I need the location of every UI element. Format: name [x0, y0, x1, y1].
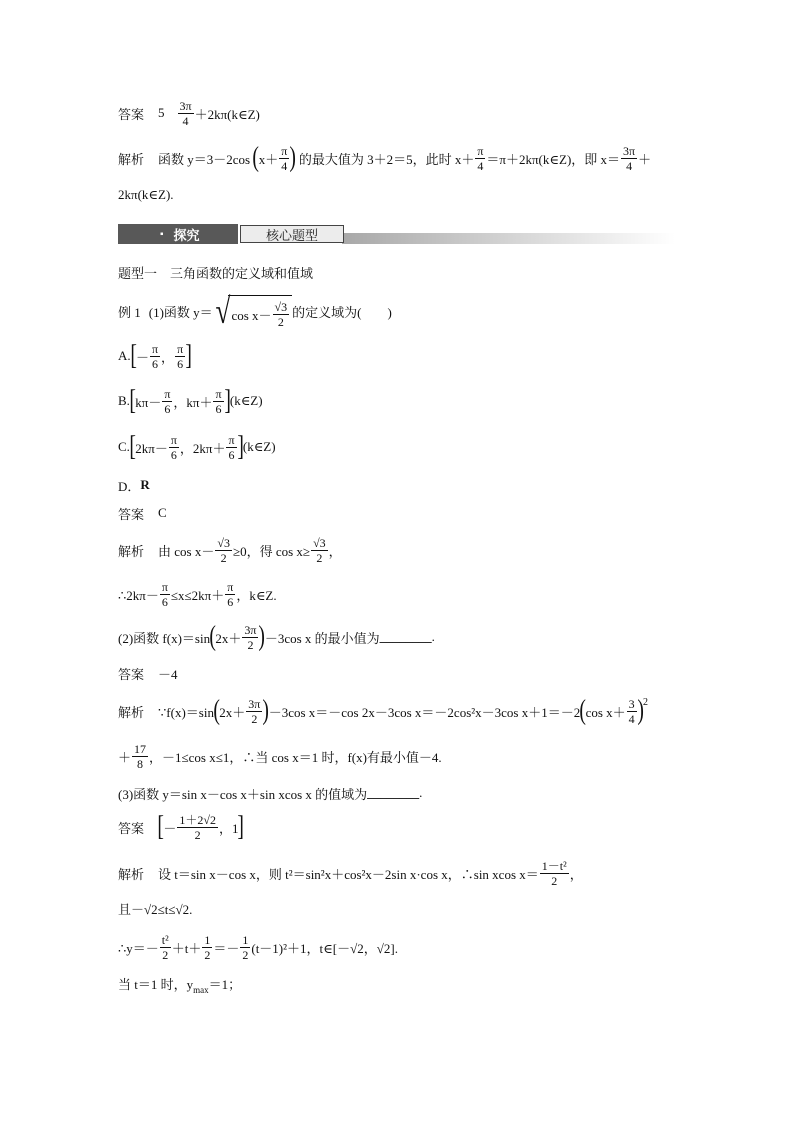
- answer-line: [118, 495, 167, 531]
- analysis-label: 解析: [118, 866, 145, 882]
- option-value: R: [140, 477, 150, 492]
- left-paren: (: [252, 142, 260, 173]
- math-text: 由 cos x－: [158, 543, 215, 559]
- question-line: [118, 775, 422, 811]
- option-letter: D．: [118, 478, 141, 494]
- math-text: (3)函数 y＝sin x－cos x＋sin xcos x 的值域为: [118, 786, 368, 802]
- fraction: [132, 742, 148, 771]
- math-text: －3cos x 的最小值为: [264, 630, 380, 646]
- math-text: －: [135, 349, 149, 365]
- fraction-numerator: 3: [628, 696, 635, 711]
- option-letter: A.: [118, 348, 131, 363]
- fraction-numerator: 1: [204, 932, 211, 947]
- math-text: ∵f(x)＝sin: [158, 704, 214, 720]
- math-text: 2kπ(k∈Z).: [118, 187, 174, 202]
- fraction-numerator: π: [177, 341, 184, 356]
- answer-label: 答案: [118, 506, 145, 522]
- section-title: 核心题型: [240, 225, 344, 243]
- fraction-numerator: 3π: [179, 98, 192, 113]
- left-bracket: [: [157, 811, 164, 842]
- fraction: [162, 387, 172, 416]
- answer-line: [118, 655, 178, 691]
- right-paren: ): [637, 695, 644, 726]
- fraction: [242, 623, 258, 652]
- section-header: [118, 224, 675, 244]
- math-text: 且－√2≤t≤√2.: [118, 901, 193, 917]
- fraction-numerator: 3π: [244, 622, 257, 637]
- math-text: ≤x≤2kπ＋: [170, 587, 225, 603]
- math-text: .: [431, 629, 435, 644]
- right-bracket: ]: [236, 431, 244, 462]
- math-text: －3cos x＝－cos 2x－3cos x＝－2cos²x－3cos x＋1＝－2: [268, 704, 581, 720]
- example-question-line: [118, 289, 392, 333]
- radical-sign: √: [215, 291, 230, 331]
- analysis-line-continued: [118, 890, 192, 926]
- math-text: 函数 y＝3－2cos: [158, 151, 254, 167]
- fraction-numerator: π: [215, 386, 222, 401]
- fraction-denominator: 2: [316, 550, 323, 565]
- math-text: (1)函数 y＝: [148, 304, 213, 320]
- left-bracket: [: [129, 385, 136, 416]
- fraction-denominator: 6: [227, 594, 234, 609]
- option-c: [118, 429, 276, 465]
- answer-label: 答案: [118, 820, 145, 836]
- analysis-line-continued: [118, 177, 174, 213]
- left-paren: (: [579, 695, 587, 726]
- math-text: (k∈Z): [242, 439, 276, 454]
- option-b: [118, 383, 263, 419]
- fraction: [226, 433, 236, 462]
- answer-blank: ________: [367, 785, 420, 800]
- fraction: [160, 580, 170, 609]
- fraction-denominator: 2: [247, 637, 254, 652]
- math-text: ＋: [638, 151, 652, 167]
- fraction: [621, 144, 637, 173]
- conclusion-line: [118, 576, 277, 612]
- fraction-denominator: 2: [194, 827, 201, 842]
- math-text: ，kπ＋: [173, 394, 213, 410]
- fraction: [475, 144, 485, 173]
- fraction-denominator: 2: [220, 550, 227, 565]
- analysis-label: 解析: [118, 543, 145, 559]
- fraction-denominator: 4: [477, 158, 484, 173]
- math-text: ，: [569, 866, 583, 882]
- answer-label: 答案: [118, 666, 145, 682]
- math-text: ＋2kπ(k∈Z): [194, 106, 260, 122]
- math-text: ∴y＝－: [118, 940, 159, 956]
- fraction-denominator: 6: [170, 447, 177, 462]
- math-text: cos x＋: [585, 704, 626, 720]
- fraction: [225, 580, 235, 609]
- fraction: [279, 144, 289, 173]
- square-root: [213, 293, 292, 329]
- fraction-numerator: π: [161, 579, 168, 594]
- topic-title: [118, 254, 313, 290]
- fraction-denominator: 6: [164, 401, 171, 416]
- fraction-numerator: 3π: [623, 143, 636, 158]
- answer-value: －4: [158, 666, 178, 682]
- math-text: ，: [161, 349, 175, 365]
- math-text: (2)函数 f(x)＝sin: [118, 630, 211, 646]
- right-bracket: ]: [223, 385, 231, 416]
- answer-value: C: [158, 505, 167, 520]
- math-text: ，k∈Z.: [236, 587, 277, 603]
- fraction: [177, 813, 218, 842]
- math-text: ，2kπ＋: [179, 440, 226, 456]
- analysis-line-continued: [118, 738, 442, 774]
- fraction: [202, 933, 212, 962]
- fraction-denominator: 6: [177, 356, 184, 371]
- question-line: [118, 619, 435, 655]
- math-text: ≥0，得 cos x≥: [232, 543, 311, 559]
- subscript: max: [193, 985, 209, 995]
- fraction: [150, 342, 160, 371]
- fraction-denominator: 2: [251, 711, 258, 726]
- topic-title-text: 题型一 三角函数的定义域和值域: [118, 265, 314, 281]
- answer-blank: ________: [379, 629, 432, 644]
- fraction-denominator: 6: [228, 447, 235, 462]
- math-text: 的定义域为( ): [292, 304, 392, 320]
- analysis-line: [118, 693, 648, 729]
- section-tag: [118, 224, 238, 244]
- fraction-denominator: 4: [281, 158, 288, 173]
- math-text: ＝1；: [208, 976, 242, 992]
- math-text: 设 t＝sin x－cos x，则 t²＝sin²x＋cos²x－2sin x·cos x，∴sin xcos x＝: [158, 866, 539, 882]
- right-paren: ): [262, 695, 270, 726]
- option-letter: C.: [118, 439, 130, 454]
- fraction-numerator: 17: [134, 741, 147, 756]
- math-text: ＋t＋: [171, 940, 202, 956]
- math-text: 当 t＝1 时，y: [118, 976, 194, 992]
- fraction-numerator: π: [227, 579, 234, 594]
- fraction-denominator: 2: [242, 947, 249, 962]
- section-tag-label: 探究: [173, 227, 200, 243]
- fraction-numerator: π: [151, 341, 159, 356]
- fraction-numerator: 1－t²: [541, 858, 567, 873]
- math-text: cos x－: [231, 307, 272, 323]
- left-paren: (: [213, 695, 220, 726]
- fraction-numerator: 3π: [248, 696, 261, 711]
- fraction-denominator: 4: [182, 113, 189, 128]
- fraction: [540, 859, 569, 888]
- fraction: [311, 536, 328, 565]
- fraction-numerator: √3: [217, 535, 230, 550]
- fraction: [240, 933, 250, 962]
- example-label: 例 1: [118, 304, 141, 320]
- analysis-line: [118, 140, 651, 176]
- analysis-line-continued: [118, 965, 241, 1001]
- math-text: kπ－: [135, 394, 162, 410]
- fraction: [246, 697, 262, 726]
- math-text: ∴2kπ－: [118, 587, 159, 603]
- math-text: 2x＋: [219, 704, 246, 720]
- fraction: [169, 433, 179, 462]
- math-text: ＋: [118, 749, 132, 765]
- math-text: ＝π＋2kπ(k∈Z)，即 x＝: [486, 151, 621, 167]
- analysis-label: 解析: [118, 151, 145, 167]
- fraction-numerator: π: [477, 143, 484, 158]
- left-bracket: [: [129, 431, 136, 462]
- fraction-denominator: 4: [628, 711, 635, 726]
- left-paren: (: [209, 621, 217, 652]
- math-text: －: [163, 820, 177, 836]
- math-text: 的最大值为 3＋2＝5，此时 x＋: [295, 151, 475, 167]
- fraction-numerator: 1: [242, 932, 249, 947]
- fraction: [175, 342, 185, 371]
- fraction-numerator: π: [228, 432, 235, 447]
- fraction-numerator: π: [281, 143, 288, 158]
- fraction-numerator: √3: [274, 299, 288, 314]
- fraction: [215, 536, 232, 565]
- fraction-denominator: 2: [277, 314, 284, 329]
- fraction-denominator: 6: [215, 401, 222, 416]
- math-text: x＋: [258, 151, 279, 167]
- exponent: 2: [642, 697, 648, 708]
- fraction: [213, 387, 223, 416]
- fraction-denominator: 6: [152, 356, 159, 371]
- left-bracket: [: [130, 340, 137, 371]
- fraction: [273, 300, 290, 329]
- fraction-denominator: 6: [161, 594, 168, 609]
- fraction-numerator: π: [170, 432, 177, 447]
- math-text: ，: [328, 543, 342, 559]
- analysis-line: [118, 532, 342, 568]
- option-a: [118, 338, 191, 374]
- answer-line: [118, 809, 244, 845]
- right-bracket: ]: [185, 340, 193, 371]
- math-text: (k∈Z): [229, 393, 263, 408]
- square-bullet-icon: ▪: [160, 228, 164, 240]
- fraction-denominator: 2: [204, 947, 211, 962]
- fraction: [627, 697, 637, 726]
- fraction: [178, 99, 194, 128]
- fraction-denominator: 2: [162, 947, 169, 962]
- fraction-numerator: 1＋2√2: [179, 812, 216, 827]
- answer-label: 答案: [118, 106, 145, 122]
- radicand: [228, 295, 292, 329]
- option-letter: B.: [118, 393, 130, 408]
- math-text: ，－1≤cos x≤1，∴当 cos x＝1 时，f(x)有最小值－4.: [149, 749, 442, 765]
- right-bracket: ]: [237, 811, 245, 842]
- math-text: 2kπ－: [135, 440, 168, 456]
- fraction-numerator: √3: [313, 535, 326, 550]
- analysis-line-continued: [118, 929, 398, 965]
- answer-value: 5: [158, 105, 165, 120]
- fraction-numerator: π: [164, 386, 171, 401]
- analysis-line: [118, 855, 583, 891]
- fraction-denominator: 8: [137, 756, 144, 771]
- analysis-label: 解析: [118, 704, 145, 720]
- math-text: (t－1)²＋1，t∈[－√2，√2].: [251, 940, 398, 956]
- math-text: 2x＋: [215, 630, 242, 646]
- fraction-denominator: 4: [626, 158, 633, 173]
- fraction-denominator: 2: [551, 873, 558, 888]
- math-text: ，1: [218, 820, 239, 836]
- section-fade-bar: [342, 233, 675, 244]
- right-paren: ): [289, 142, 297, 173]
- fraction-numerator: t²: [161, 932, 169, 947]
- answer-line: [118, 95, 260, 131]
- right-paren: ): [258, 621, 266, 652]
- fraction: [160, 933, 171, 962]
- math-text: ＝－: [213, 940, 240, 956]
- math-text: .: [419, 785, 423, 800]
